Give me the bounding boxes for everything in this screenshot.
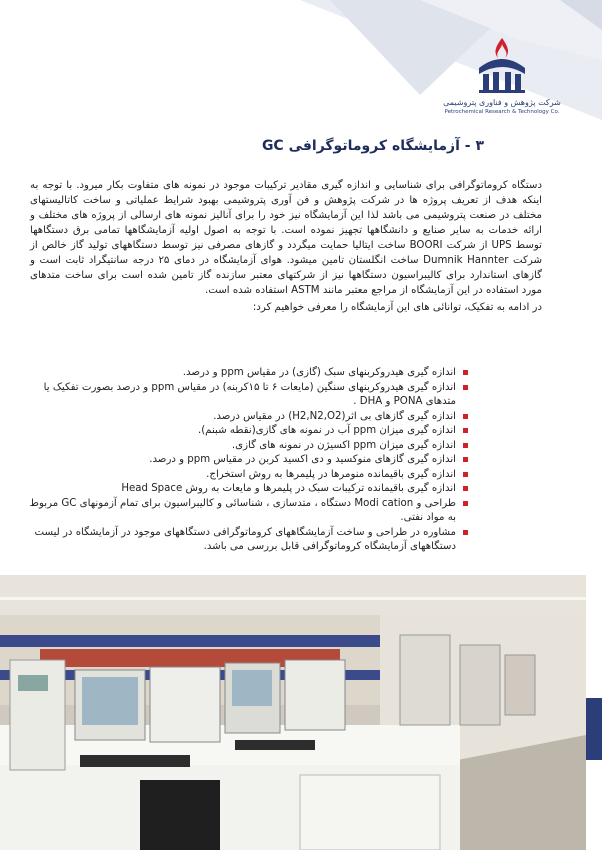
company-logo [442,36,562,115]
laboratory-photo [0,575,586,850]
list-item: اندازه گیری میزان ppm اکسیژن در نمونه های گازی. [28,439,468,454]
flame-logo-icon [471,36,533,94]
logo-name-en: Petrochemical Research & Technology Co. [444,109,560,115]
list-item: اندازه گیری هیدروکربنهای سبک (گازی) در مقیاس ppm و درصد. [28,366,468,381]
logo-name-fa: شرکت پژوهش و فناوری پتروشیمی [443,98,561,107]
section-title: ۳ - آزمایشگاه کروماتوگرافی GC [261,138,484,154]
list-item: اندازه گیری هیدروکربنهای سنگین (مایعات ۶ تا ۱۵کربنه) در مقیاس ppm و درصد بصورت تفکیک یا متدهای PONA و DHA . [28,381,468,410]
section-body [30,178,542,315]
list-item: اندازه گیری میزان ppm آب در نمونه های گازی(نقطه شبنم). [28,424,468,439]
capabilities-list [28,366,468,555]
list-item: اندازه گیری باقیمانده منومرها در پلیمرها به روش استخراج. [28,468,468,483]
page-side-tab [586,698,602,760]
list-item: اندازه گیری گازهای بی اثر(H2,N2,O2) در مقیاس درصد. [28,410,468,425]
list-item: طراحی و Modi cation دستگاه ، متدسازی ، شناسائی و کالیبراسیون برای تمام آزمونهای GC مربوط به مواد نفتی. [28,497,468,526]
list-item: اندازه گیری باقیمانده ترکیبات سبک در پلیمرها و مایعات به روش Head Space [28,482,468,497]
capabilities-intro: در ادامه به تفکیک، توانائی های این آزمایشگاه را معرفی خواهیم کرد: [252,302,542,313]
list-item: مشاوره در طراحی و ساخت آزمایشگاههای کروماتوگرافی دستگاههای موجود در آزمایشگاه در لیست دستگاههای آزمایشگاه کروماتوگرافی قابل بررسی می باشد. [28,526,468,555]
list-item: اندازه گیری گازهای منوکسید و دی اکسید کربن در مقیاس ppm و درصد. [28,453,468,468]
description-paragraph: دستگاه کروماتوگرافی برای شناسایی و اندازه گیری مقادیر ترکیبات موجود در نمونه های متفاوت بکار میرود. با توجه به اینکه هدف از تعریف پروژه ها در شرکت پژوهش و فن آوری پتروشیمی بهبود شرایط عملیاتی و ساخت کاتالیستهای مختلف در صنعت پتروشیمی می باشد لذا این آزمایشگاه نیز خود را برای آنالیز نمونه های ارسالی از پروژه های مختلف و ارائه خدمات به سایر صنایع و دانشگاهها تجهیز نموده است. با توجه به اصول اولیه آزمایشگاهها تمامی برق دستگاهها توسط UPS از شرکت BOORI ساخت ایتالیا حمایت میگردد و گازهای مصرفی نیز توسط دستگاههای تولید گاز خالص از شرکت Dumnik Hannter ساخت انگلستان تامین میشود. هوای آزمایشگاه در دمای ۲۵ درجه سانتیگراد ثابت است و گازهای استاندارد برای کالیبراسیون دستگاهها نیز از شرکتهای معتبر سازنده گاز تامین شده است برای ساخت متدهای مورد استفاده در این آزمایشگاه از مراجع معتبر مانند ASTM استفاده شده است. [30,180,542,296]
